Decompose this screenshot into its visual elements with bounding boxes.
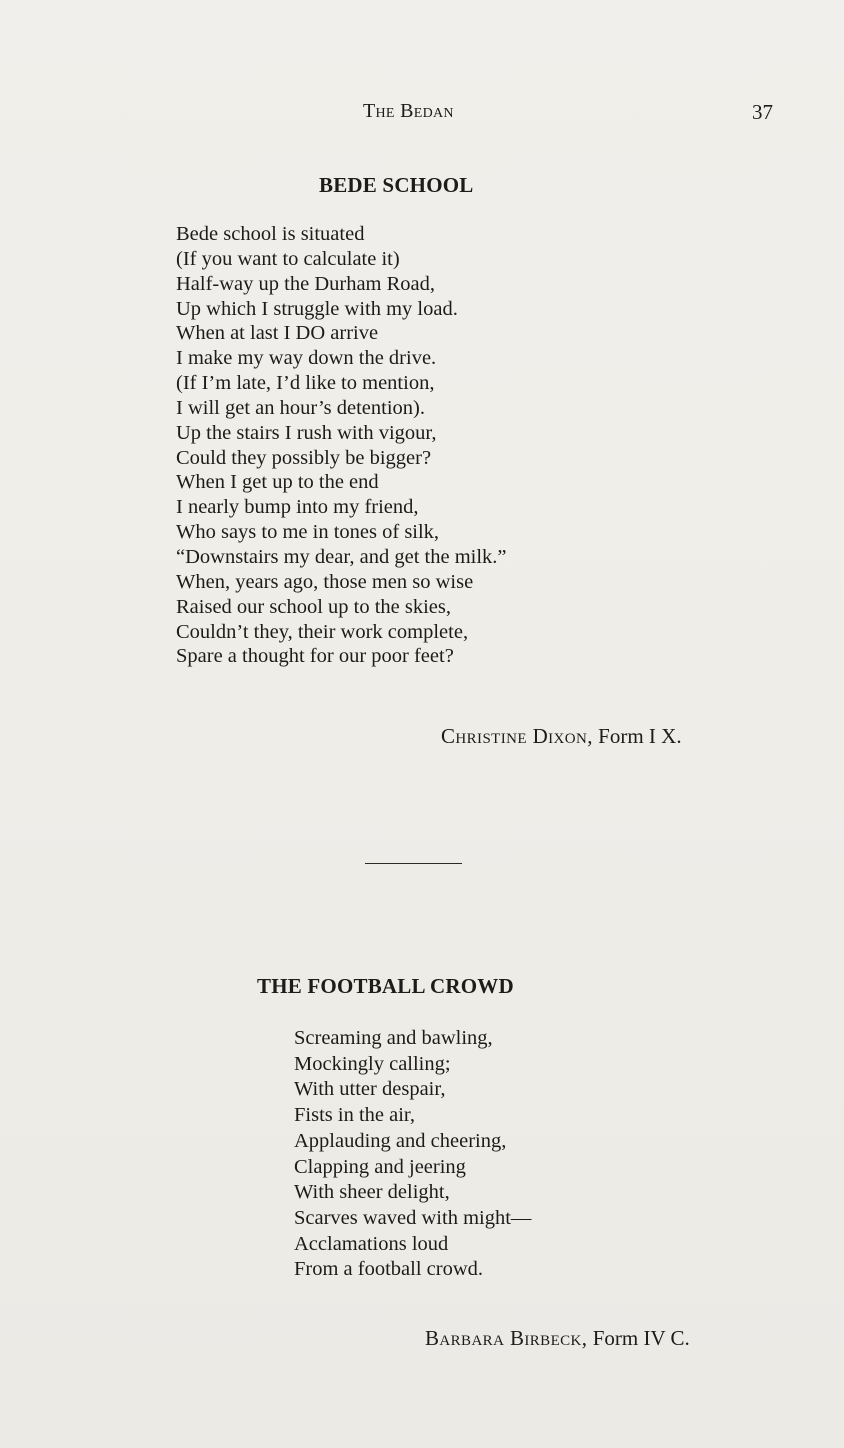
poem-line: Bede school is situated — [176, 223, 365, 245]
page-number: 37 — [752, 100, 773, 124]
poem-football-crowd — [294, 1026, 531, 1283]
poem-line: When I get up to the end — [176, 471, 379, 494]
poem-line: Fists in the air, — [294, 1104, 416, 1127]
section-divider — [365, 863, 462, 864]
poem-line: Clapping and jeering — [294, 1155, 466, 1178]
poem-line: With sheer delight, — [294, 1181, 450, 1204]
poem-line: When, years ago, those men so wise — [176, 570, 474, 593]
author-form: Form I X. — [598, 724, 682, 748]
poem-line: Raised our school up to the skies, — [176, 595, 452, 618]
poem-line: I make my way down the drive. — [176, 347, 437, 370]
poem-line: From a football crowd. — [294, 1258, 484, 1281]
poem-line: Applauding and cheering, — [294, 1129, 507, 1152]
poem-line: Up the stairs I rush with vigour, — [176, 421, 437, 444]
poem-line: When at last I DO arrive — [176, 322, 379, 345]
poem-line: Couldn’t they, their work complete, — [176, 620, 469, 643]
byline-football-crowd — [425, 1326, 690, 1351]
poem-line: (If I’m late, I’d like to mention, — [176, 372, 435, 395]
poem-bede-school — [176, 222, 507, 669]
poem-line: Up which I struggle with my load. — [176, 297, 458, 320]
poem-line: Scarves waved with might— — [294, 1206, 532, 1229]
poem-line: Screaming and bawling, — [294, 1027, 493, 1049]
poem-line: With utter despair, — [294, 1078, 446, 1101]
author-name: Barbara Birbeck, — [425, 1326, 588, 1350]
poem-line: Who says to me in tones of silk, — [176, 521, 440, 544]
poem-line: (If you want to calculate it) — [176, 247, 400, 270]
poem-line: I nearly bump into my friend, — [176, 496, 419, 519]
author-form: Form IV C. — [592, 1326, 690, 1350]
poem-line: Half-way up the Durham Road, — [176, 272, 436, 295]
running-head-title: The Bedan — [363, 100, 454, 122]
poem-title-bede-school: BEDE SCHOOL — [319, 173, 474, 197]
poem-line: “Downstairs my dear, and get the milk.” — [176, 545, 507, 568]
poem-line: Acclamations loud — [294, 1232, 449, 1255]
poem-line: Mockingly calling; — [294, 1052, 451, 1075]
author-name: Christine Dixon, — [441, 724, 593, 748]
byline-bede-school — [441, 724, 682, 749]
poem-title-football-crowd: THE FOOTBALL CROWD — [257, 974, 514, 998]
poem-line: Could they possibly be bigger? — [176, 446, 432, 469]
poem-line: Spare a thought for our poor feet? — [176, 645, 454, 668]
poem-line: I will get an hour’s detention). — [176, 396, 425, 419]
